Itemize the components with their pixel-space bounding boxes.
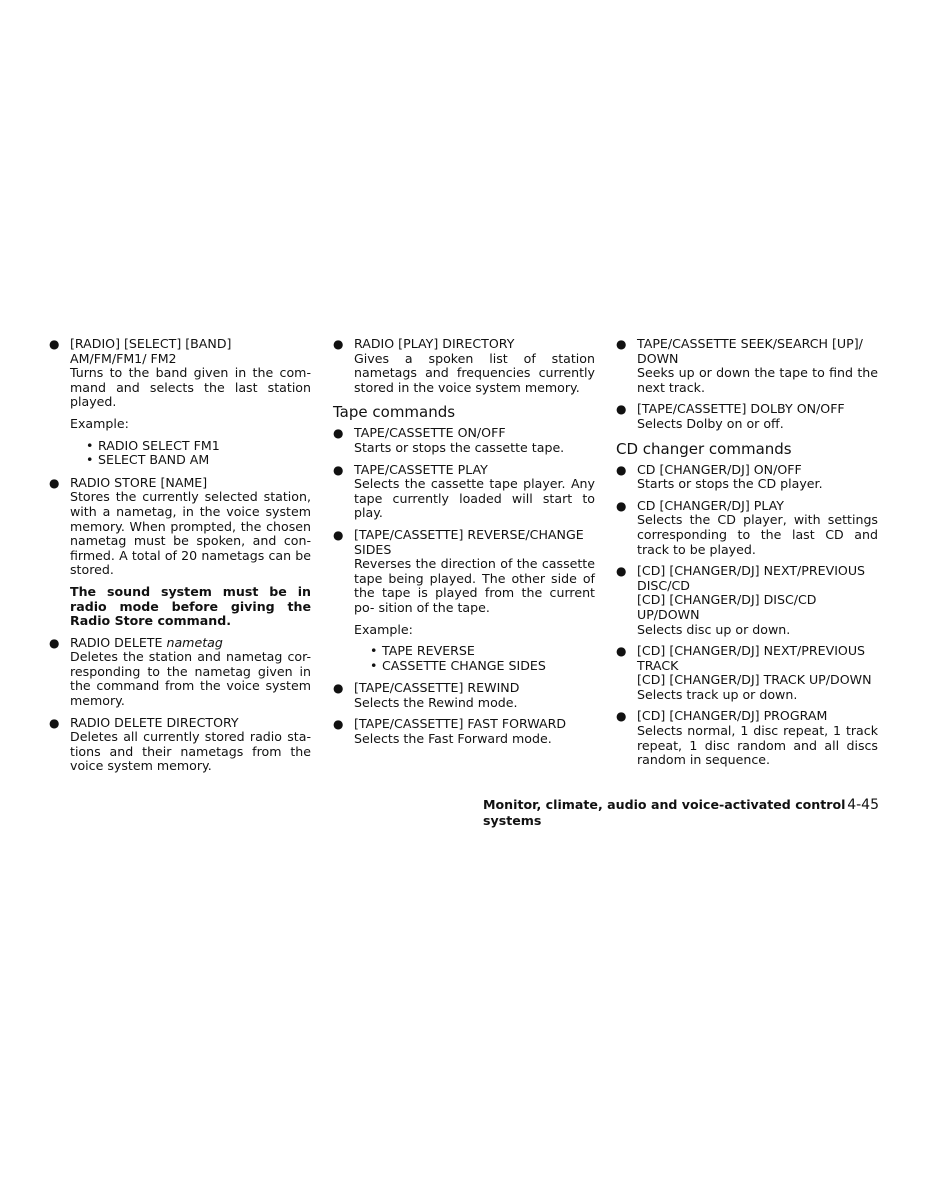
command-entry xyxy=(616,709,878,767)
command-name: [TAPE/CASSETTE] REVERSE/CHANGE SIDES xyxy=(354,526,584,557)
command-name-alt: [CD] [CHANGER/DJ] TRACK UP/DOWN xyxy=(637,672,872,688)
command-name: RADIO DELETE DIRECTORY xyxy=(70,714,239,730)
footer-chapter-title: Monitor, climate, audio and voice-activated control systems xyxy=(483,797,846,828)
example-item: • TAPE REVERSE xyxy=(370,644,595,659)
command-description: Starts or stops the cassette tape. xyxy=(354,439,565,455)
command-entry xyxy=(333,463,595,521)
bullet-icon: ● xyxy=(333,717,344,732)
command-entry xyxy=(616,499,878,557)
example-label: Example: xyxy=(354,621,413,637)
command-name: [CD] [CHANGER/DJ] NEXT/PREVIOUS TRACK xyxy=(637,643,866,673)
command-name: [CD] [CHANGER/DJ] NEXT/PREVIOUS DISC/CD xyxy=(637,563,866,593)
bullet-icon: ● xyxy=(333,681,344,696)
command-description: Deletes all currently stored radio sta- tions and their nametags from the voice system memory. xyxy=(70,729,311,774)
command-description: Deletes the station and nametag cor- responding to the nametag given in the command from the voice system memory. xyxy=(70,649,311,709)
example-label: Example: xyxy=(70,415,129,431)
command-description: Seeks up or down the tape to find the next track. xyxy=(637,365,878,395)
command-description: Reverses the direction of the cassette tape being played. The other side of the tape is played from the current po- sition of the tape. xyxy=(354,556,595,615)
command-description: Selects normal, 1 disc repeat, 1 track repeat, 1 disc random and all discs random in sequence. xyxy=(637,723,878,768)
command-description: Selects the Fast Forward mode. xyxy=(354,731,552,747)
bullet-icon: ● xyxy=(616,709,627,724)
command-entry xyxy=(616,402,878,431)
bullet-icon: ● xyxy=(616,337,627,351)
command-name: [TAPE/CASSETTE] DOLBY ON/OFF xyxy=(637,401,845,417)
command-name: RADIO STORE [NAME] xyxy=(70,474,208,490)
command-entry xyxy=(616,644,878,702)
page-number: 4-45 xyxy=(847,797,879,813)
example-item: • CASSETTE CHANGE SIDES xyxy=(370,659,595,674)
command-description: Selects disc up or down. xyxy=(637,621,791,637)
command-entry xyxy=(333,681,595,710)
command-entry xyxy=(333,426,595,455)
bullet-icon: ● xyxy=(49,715,60,730)
command-entry xyxy=(616,463,878,492)
example-list xyxy=(370,644,595,673)
command-entry xyxy=(49,716,311,774)
bullet-icon: ● xyxy=(49,337,60,351)
bullet-icon: ● xyxy=(49,635,60,650)
command-name: CD [CHANGER/DJ] ON/OFF xyxy=(637,461,802,477)
bullet-icon: ● xyxy=(616,498,627,513)
page-footer xyxy=(483,797,879,829)
bullet-icon: ● xyxy=(616,564,627,579)
command-name-text: RADIO DELETE xyxy=(70,634,163,650)
command-description: Gives a spoken list of station nametags and frequencies currently stored in the voice system memory. xyxy=(354,350,595,395)
column-2 xyxy=(333,337,595,754)
command-name: [CD] [CHANGER/DJ] PROGRAM xyxy=(637,708,828,724)
bullet-icon: ● xyxy=(333,462,344,477)
command-name: TAPE/CASSETTE ON/OFF xyxy=(354,425,506,441)
column-1 xyxy=(49,337,311,781)
command-description: Starts or stops the CD player. xyxy=(637,476,823,492)
command-name-alt: [CD] [CHANGER/DJ] DISC/CD UP/DOWN xyxy=(637,592,817,622)
command-description: Selects the Rewind mode. xyxy=(354,694,518,710)
command-name: TAPE/CASSETTE SEEK/SEARCH [UP]/ DOWN xyxy=(637,336,863,366)
command-name: [TAPE/CASSETTE] FAST FORWARD xyxy=(354,716,567,732)
bullet-icon: ● xyxy=(616,644,627,659)
command-entry xyxy=(333,717,595,746)
command-description: Stores the currently selected station, with a nametag, in the voice system memory. When prompted, the chosen nametag must be spoken, and con- firmed. A total of 20 nametags can be stored. xyxy=(70,489,311,578)
command-name: TAPE/CASSETTE PLAY xyxy=(354,461,488,477)
bullet-icon: ● xyxy=(333,527,344,542)
command-description: Selects track up or down. xyxy=(637,686,798,702)
command-entry xyxy=(333,337,595,395)
example-list xyxy=(86,439,311,468)
warning-note: The sound system must be in radio mode before giving the Radio Store command. xyxy=(70,583,311,629)
command-entry xyxy=(616,337,878,395)
command-entry xyxy=(616,564,878,637)
example-item: • RADIO SELECT FM1 xyxy=(86,439,311,454)
command-description: Selects the CD player, with settings corresponding to the last CD and track to be played. xyxy=(637,512,878,557)
command-entry xyxy=(333,528,595,616)
command-description: Selects Dolby on or off. xyxy=(637,415,784,431)
section-heading-cd-changer: CD changer commands xyxy=(616,439,792,458)
command-entry xyxy=(49,476,311,578)
command-name: [RADIO] [SELECT] [BAND] AM/FM/FM1/ FM2 xyxy=(70,336,232,366)
command-name: [TAPE/CASSETTE] REWIND xyxy=(354,680,520,696)
command-description: Selects the cassette tape player. Any tape currently loaded will start to play. xyxy=(354,476,595,521)
command-name-variable: nametag xyxy=(166,634,223,650)
command-entry xyxy=(49,636,311,709)
bullet-icon: ● xyxy=(333,426,344,441)
bullet-icon: ● xyxy=(333,337,344,351)
bullet-icon: ● xyxy=(616,402,627,417)
bullet-icon: ● xyxy=(616,462,627,477)
column-3 xyxy=(616,337,878,775)
example-item: • SELECT BAND AM xyxy=(86,453,311,468)
section-heading-tape: Tape commands xyxy=(333,403,456,422)
command-name: CD [CHANGER/DJ] PLAY xyxy=(637,497,784,513)
command-name: RADIO [PLAY] DIRECTORY xyxy=(354,336,515,351)
command-entry xyxy=(49,337,311,410)
command-description: Turns to the band given in the com- mand and selects the last station played. xyxy=(70,365,311,410)
command-name xyxy=(70,636,311,651)
bullet-icon: ● xyxy=(49,475,60,490)
